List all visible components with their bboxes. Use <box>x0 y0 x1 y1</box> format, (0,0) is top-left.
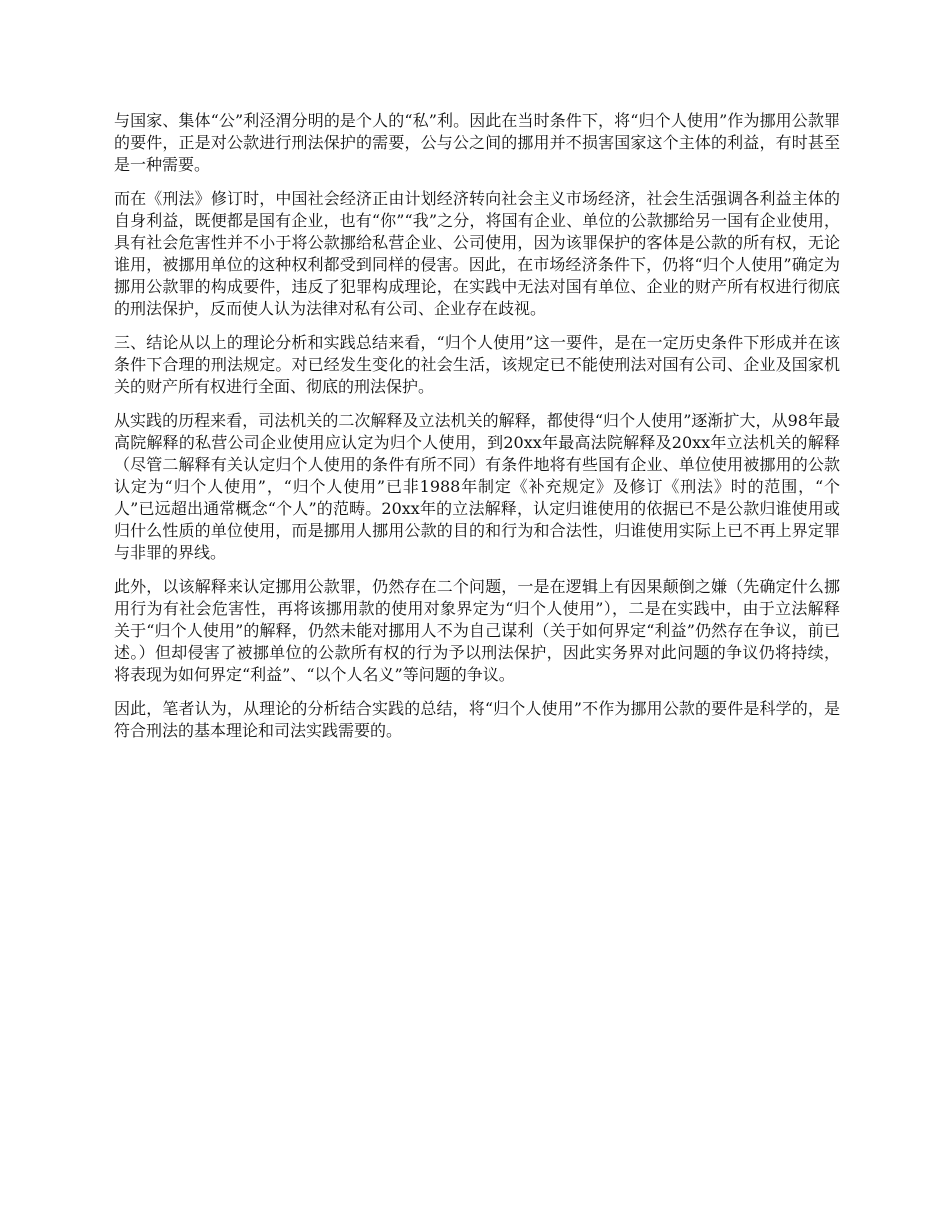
paragraph-1: 与国家、集体“公”利泾渭分明的是个人的“私”利。因此在当时条件下，将“归个人使用”作为挪用公款罪的要件，正是对公款进行刑法保护的需要，公与公之间的挪用并不损害国家这个主体的利益，有时甚至是一种需要。 <box>114 111 840 174</box>
paragraph-2: 而在《刑法》修订时，中国社会经济正由计划经济转向社会主义市场经济，社会生活强调各利益主体的自身利益，既便都是国有企业，也有“你”“我”之分，将国有企业、单位的公款挪给另一国有企业使用，具有社会危害性并不小于将公款挪给私营企业、公司使用，因为该罪保护的客体是公款的所有权，无论谁用，被挪用单位的这种权利都受到同样的侵害。因此，在市场经济条件下，仍将“归个人使用”确定为挪用公款罪的构成要件，违反了犯罪构成理论，在实践中无法对国有单位、企业的财产所有权进行彻底的刑法保护，反而使人认为法律对私有公司、企业存在歧视。 <box>114 189 840 318</box>
document-body <box>114 110 840 754</box>
paragraph-5: 此外，以该解释来认定挪用公款罪，仍然存在二个问题，一是在逻辑上有因果颠倒之嫌（先确定什么挪用行为有社会危害性，再将该挪用款的使用对象界定为“归个人使用”），二是在实践中，由于立法解释关于“归个人使用”的解释，仍然未能对挪用人不为自己谋利（关于如何界定“利益”仍然存在争议，前已述。）但却侵害了被挪单位的公款所有权的行为予以刑法保护，因此实务界对此问题的争议仍将持续，将表现为如何界定“利益”、“以个人名义”等问题的争议。 <box>114 577 840 684</box>
paragraph-6: 因此，笔者认为，从理论的分析结合实践的总结，将“归个人使用”不作为挪用公款的要件是科学的，是符合刑法的基本理论和司法实践需要的。 <box>114 699 840 740</box>
paragraph-4: 从实践的历程来看，司法机关的二次解释及立法机关的解释，都使得“归个人使用”逐渐扩大，从98年最高院解释的私营公司企业使用应认定为归个人使用，到20xx年最高法院解释及20xx年立法机关的解释（尽管二解释有关认定归个人使用的条件有所不同）有条件地将有些国有企业、单位使用被挪用的公款认定为“归个人使用”，“归个人使用”已非1988年制定《补充规定》及修订《刑法》时的范围，“个人”已远超出通常概念“个人”的范畴。20xx年的立法解释，认定归谁使用的依据已不是公款归谁使用或归什么性质的单位使用，而是挪用人挪用公款的目的和行为和合法性，归谁使用实际上已不再上界定罪与非罪的界线。 <box>114 411 840 562</box>
paragraph-3: 三、结论从以上的理论分析和实践总结来看，“归个人使用”这一要件，是在一定历史条件下形成并在该条件下合理的刑法规定。对已经发生变化的社会生活，该规定已不能使刑法对国有公司、企业及国家机关的财产所有权进行全面、彻底的刑法保护。 <box>114 333 840 396</box>
